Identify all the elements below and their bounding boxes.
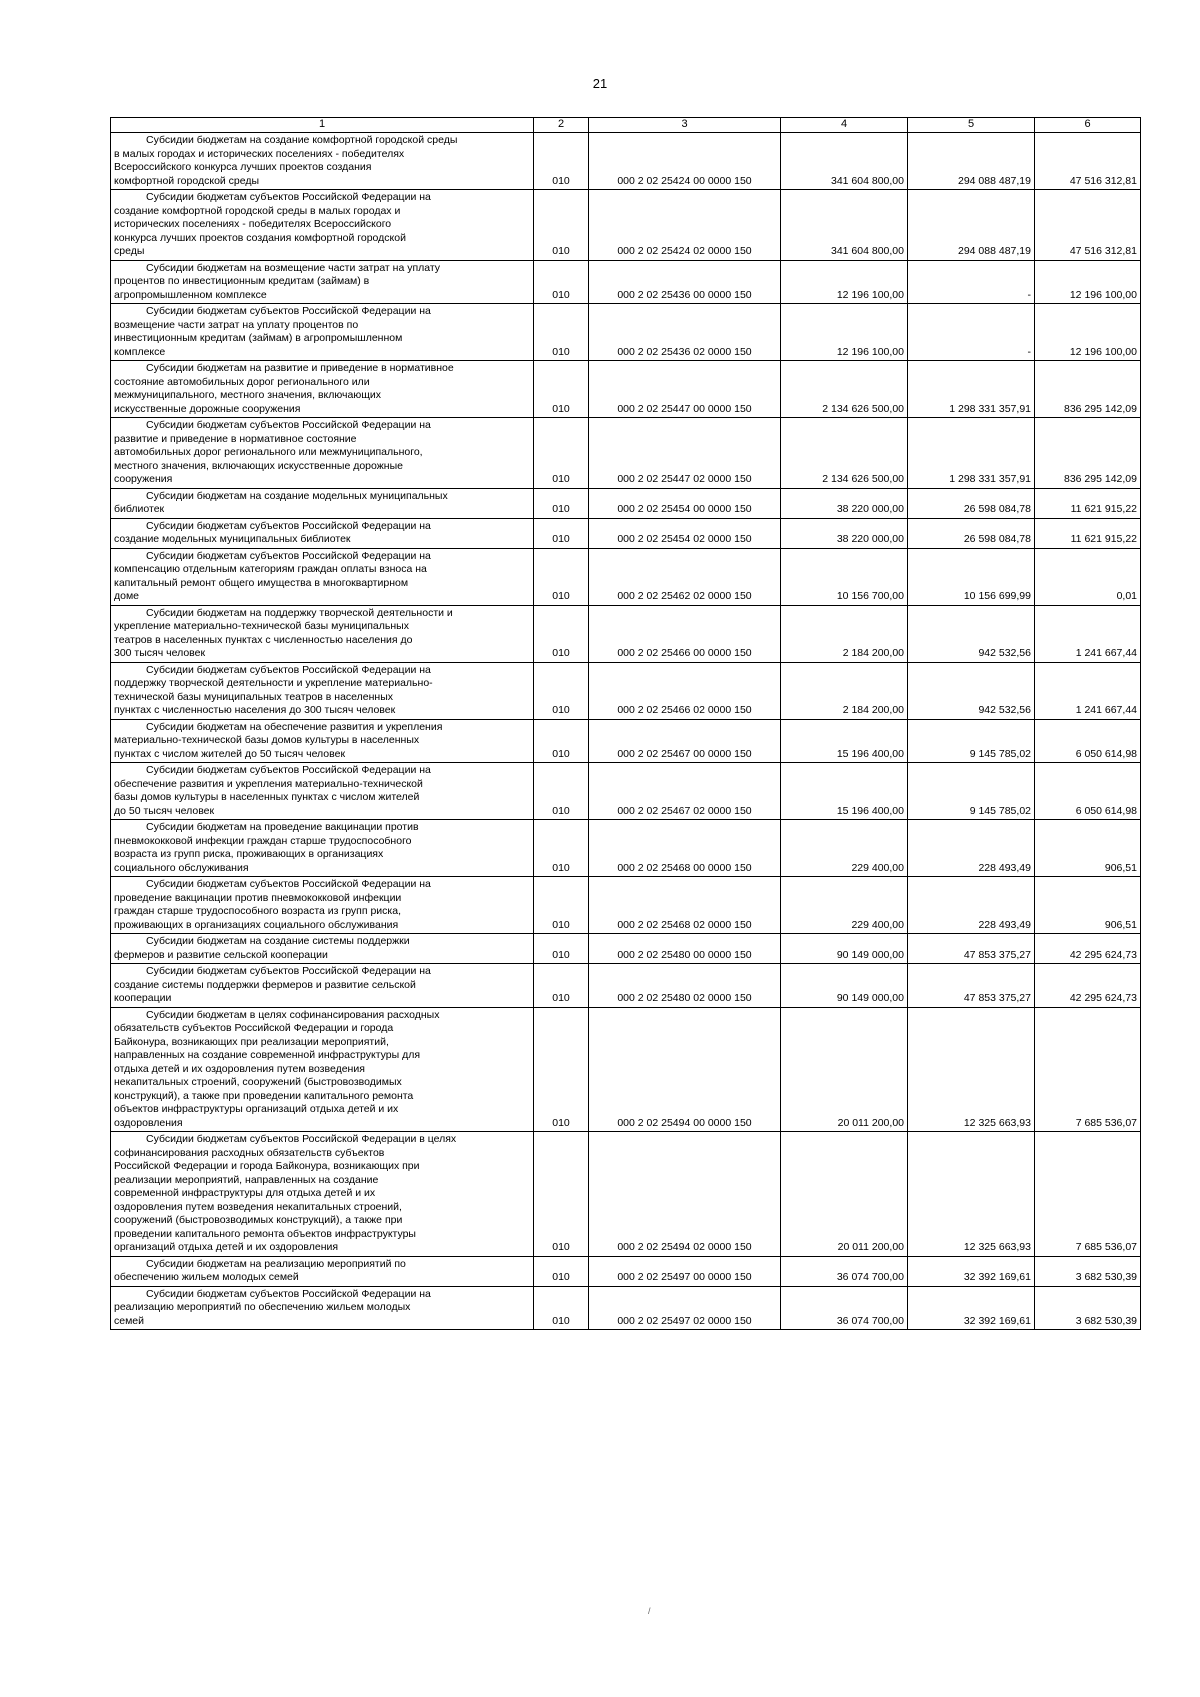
table-row [111, 820, 1141, 877]
admin-code-cell: 010 [534, 877, 589, 934]
row-name-line: кооперации [114, 992, 172, 1004]
row-name-line: Субсидии бюджетам на обеспечение развития и укрепления [146, 720, 443, 733]
table-row [111, 518, 1141, 548]
budget-code-cell: 000 2 02 25467 02 0000 150 [589, 763, 781, 820]
row-name-cell [111, 133, 534, 190]
admin-code-cell: 010 [534, 190, 589, 261]
table-row [111, 934, 1141, 964]
row-name-line: реализацию мероприятий по обеспечению жильем молодых [114, 1301, 411, 1313]
admin-code-cell: 010 [534, 548, 589, 605]
remaining-amount-cell: 906,51 [1035, 820, 1141, 877]
table-row [111, 605, 1141, 662]
table-row [111, 418, 1141, 489]
planned-amount-cell: 38 220 000,00 [781, 518, 908, 548]
row-name-line: библиотек [114, 503, 165, 515]
row-name-line: среды [114, 245, 145, 257]
row-name-line: Субсидии бюджетам на создание комфортной городской среды [146, 134, 458, 146]
remaining-amount-cell: 7 685 536,07 [1035, 1132, 1141, 1257]
row-name-line: обязательств субъектов Российской Федерации и города [114, 1022, 394, 1034]
planned-amount-cell: 341 604 800,00 [781, 190, 908, 261]
planned-amount-cell: 10 156 700,00 [781, 548, 908, 605]
column-header: 4 [781, 118, 908, 133]
admin-code-cell: 010 [534, 418, 589, 489]
executed-amount-cell: 1 298 331 357,91 [908, 361, 1035, 418]
column-header: 5 [908, 118, 1035, 133]
remaining-amount-cell: 1 241 667,44 [1035, 662, 1141, 719]
admin-code-cell: 010 [534, 1007, 589, 1132]
row-name-line: комфортной городской среды [114, 174, 260, 187]
column-header: 6 [1035, 118, 1141, 133]
row-name-cell [111, 361, 534, 418]
table-row [111, 1007, 1141, 1132]
remaining-amount-cell: 12 196 100,00 [1035, 260, 1141, 304]
row-name-line: доме [114, 590, 140, 602]
executed-amount-cell: - [908, 304, 1035, 361]
executed-amount-cell: 47 853 375,27 [908, 964, 1035, 1008]
admin-code-cell: 010 [534, 719, 589, 763]
row-name-line: Субсидии бюджетам субъектов Российской Федерации на [146, 519, 431, 532]
table-row [111, 304, 1141, 361]
row-name-line: Субсидии бюджетам субъектов Российской Федерации в целях [146, 1133, 457, 1145]
row-name-cell [111, 488, 534, 518]
row-name-line: укрепление материально-технической базы муниципальных [114, 620, 409, 632]
row-name-line: Субсидии бюджетам на поддержку творческой деятельности и [146, 606, 453, 619]
admin-code-cell: 010 [534, 518, 589, 548]
executed-amount-cell: 10 156 699,99 [908, 548, 1035, 605]
executed-amount-cell: - [908, 260, 1035, 304]
table-row [111, 1256, 1141, 1286]
budget-code-cell: 000 2 02 25468 00 0000 150 [589, 820, 781, 877]
budget-code-cell: 000 2 02 25466 00 0000 150 [589, 605, 781, 662]
planned-amount-cell: 12 196 100,00 [781, 304, 908, 361]
budget-code-cell: 000 2 02 25467 00 0000 150 [589, 719, 781, 763]
planned-amount-cell: 229 400,00 [781, 877, 908, 934]
row-name-line: Субсидии бюджетам субъектов Российской Федерации на [146, 191, 431, 203]
row-name-line: Субсидии бюджетам на реализацию мероприятий по [146, 1257, 406, 1270]
row-name-line: создание модельных муниципальных библиотек [114, 533, 351, 545]
planned-amount-cell: 36 074 700,00 [781, 1256, 908, 1286]
remaining-amount-cell: 6 050 614,98 [1035, 763, 1141, 820]
row-name-cell [111, 934, 534, 964]
row-name-line: Всероссийского конкурса лучших проектов создания [114, 161, 372, 173]
admin-code-cell: 010 [534, 934, 589, 964]
row-name-cell [111, 605, 534, 662]
remaining-amount-cell: 11 621 915,22 [1035, 518, 1141, 548]
table-row [111, 877, 1141, 934]
row-name-line: технической базы муниципальных театров в населенных [114, 690, 394, 703]
row-name-line: Байконура, возникающих при реализации мероприятий, [114, 1035, 389, 1048]
table-row [111, 1132, 1141, 1257]
remaining-amount-cell: 6 050 614,98 [1035, 719, 1141, 763]
admin-code-cell: 010 [534, 605, 589, 662]
admin-code-cell: 010 [534, 133, 589, 190]
executed-amount-cell: 47 853 375,27 [908, 934, 1035, 964]
row-name-line: оздоровления [114, 1116, 183, 1129]
budget-code-cell: 000 2 02 25436 00 0000 150 [589, 260, 781, 304]
row-name-line: граждан старше трудоспособного возраста из групп риска, [114, 905, 402, 917]
table-row [111, 1286, 1141, 1330]
row-name-cell [111, 662, 534, 719]
row-name-line: развитие и приведение в нормативное состояние [114, 432, 357, 445]
executed-amount-cell: 32 392 169,61 [908, 1286, 1035, 1330]
remaining-amount-cell: 836 295 142,09 [1035, 361, 1141, 418]
budget-code-cell: 000 2 02 25447 02 0000 150 [589, 418, 781, 489]
row-name-line: инвестиционным кредитам (займам) в агропромышленном [114, 332, 403, 344]
table-row [111, 964, 1141, 1008]
remaining-amount-cell: 1 241 667,44 [1035, 605, 1141, 662]
planned-amount-cell: 36 074 700,00 [781, 1286, 908, 1330]
row-name-cell [111, 1256, 534, 1286]
row-name-line: искусственные дорожные сооружения [114, 402, 301, 415]
executed-amount-cell: 294 088 487,19 [908, 133, 1035, 190]
planned-amount-cell: 341 604 800,00 [781, 133, 908, 190]
executed-amount-cell: 9 145 785,02 [908, 719, 1035, 763]
row-name-cell [111, 719, 534, 763]
row-name-cell [111, 820, 534, 877]
row-name-line: местного значения, включающих искусственные дорожные [114, 459, 403, 472]
planned-amount-cell: 2 184 200,00 [781, 605, 908, 662]
row-name-line: направленных на создание современной инфраструктуры для [114, 1049, 421, 1061]
planned-amount-cell: 229 400,00 [781, 820, 908, 877]
row-name-cell [111, 548, 534, 605]
planned-amount-cell: 2 134 626 500,00 [781, 418, 908, 489]
admin-code-cell: 010 [534, 1256, 589, 1286]
row-name-line: создание комфортной городской среды в малых городах и [114, 204, 401, 217]
budget-code-cell: 000 2 02 25494 00 0000 150 [589, 1007, 781, 1132]
remaining-amount-cell: 836 295 142,09 [1035, 418, 1141, 489]
admin-code-cell: 010 [534, 820, 589, 877]
header-row [111, 118, 1141, 133]
planned-amount-cell: 38 220 000,00 [781, 488, 908, 518]
remaining-amount-cell: 12 196 100,00 [1035, 304, 1141, 361]
remaining-amount-cell: 42 295 624,73 [1035, 934, 1141, 964]
executed-amount-cell: 942 532,56 [908, 605, 1035, 662]
row-name-line: Субсидии бюджетам на создание модельных муниципальных [146, 489, 448, 502]
scan-mark: / [648, 1606, 651, 1616]
row-name-line: софинансирования расходных обязательств субъектов [114, 1146, 385, 1159]
column-header: 1 [111, 118, 534, 133]
row-name-line: Субсидии бюджетам на проведение вакцинации против [146, 821, 419, 833]
row-name-line: конструкций), а также при проведении капитального ремонта [114, 1089, 414, 1102]
budget-code-cell: 000 2 02 25424 02 0000 150 [589, 190, 781, 261]
row-name-line: Российской Федерации и города Байконура, возникающих при [114, 1160, 420, 1172]
planned-amount-cell: 90 149 000,00 [781, 934, 908, 964]
admin-code-cell: 010 [534, 488, 589, 518]
row-name-line: отдыха детей и их оздоровления путем возведения [114, 1062, 365, 1075]
remaining-amount-cell: 47 516 312,81 [1035, 190, 1141, 261]
remaining-amount-cell: 42 295 624,73 [1035, 964, 1141, 1008]
row-name-line: оздоровления путем возведения некапитальных строений, [114, 1200, 402, 1213]
budget-code-cell: 000 2 02 25497 02 0000 150 [589, 1286, 781, 1330]
row-name-cell [111, 190, 534, 261]
budget-code-cell: 000 2 02 25424 00 0000 150 [589, 133, 781, 190]
executed-amount-cell: 942 532,56 [908, 662, 1035, 719]
row-name-line: Субсидии бюджетам субъектов Российской Федерации на [146, 419, 431, 431]
row-name-line: процентов по инвестиционным кредитам (займам) в [114, 275, 370, 287]
budget-code-cell: 000 2 02 25494 02 0000 150 [589, 1132, 781, 1257]
admin-code-cell: 010 [534, 763, 589, 820]
row-name-line: базы домов культуры в населенных пунктах с числом жителей [114, 791, 420, 803]
budget-table [110, 117, 1141, 1330]
budget-code-cell: 000 2 02 25436 02 0000 150 [589, 304, 781, 361]
row-name-cell [111, 763, 534, 820]
table-row [111, 190, 1141, 261]
planned-amount-cell: 2 134 626 500,00 [781, 361, 908, 418]
table-row [111, 260, 1141, 304]
row-name-line: Субсидии бюджетам в целях софинансирования расходных [146, 1008, 440, 1021]
admin-code-cell: 010 [534, 361, 589, 418]
remaining-amount-cell: 7 685 536,07 [1035, 1007, 1141, 1132]
budget-code-cell: 000 2 02 25468 02 0000 150 [589, 877, 781, 934]
row-name-line: автомобильных дорог регионального или межмуниципального, [114, 446, 423, 458]
row-name-line: Субсидии бюджетам субъектов Российской Федерации на [146, 878, 431, 890]
row-name-line: конкурса лучших проектов создания комфортной городской [114, 231, 406, 244]
budget-code-cell: 000 2 02 25466 02 0000 150 [589, 662, 781, 719]
row-name-line: реализации мероприятий, направленных на создание [114, 1173, 379, 1186]
table-row [111, 719, 1141, 763]
table-row [111, 361, 1141, 418]
row-name-line: до 50 тысяч человек [114, 804, 215, 817]
planned-amount-cell: 20 011 200,00 [781, 1132, 908, 1257]
admin-code-cell: 010 [534, 964, 589, 1008]
row-name-cell [111, 877, 534, 934]
row-name-line: Субсидии бюджетам субъектов Российской Федерации на [146, 549, 431, 562]
remaining-amount-cell: 11 621 915,22 [1035, 488, 1141, 518]
executed-amount-cell: 228 493,49 [908, 877, 1035, 934]
row-name-cell [111, 260, 534, 304]
executed-amount-cell: 32 392 169,61 [908, 1256, 1035, 1286]
executed-amount-cell: 26 598 084,78 [908, 488, 1035, 518]
admin-code-cell: 010 [534, 1132, 589, 1257]
row-name-cell [111, 1286, 534, 1330]
row-name-line: Субсидии бюджетам субъектов Российской Федерации на [146, 305, 431, 317]
row-name-line: исторических поселениях - победителях Всероссийского [114, 218, 392, 230]
row-name-line: 300 тысяч человек [114, 647, 206, 659]
remaining-amount-cell: 47 516 312,81 [1035, 133, 1141, 190]
row-name-cell [111, 418, 534, 489]
row-name-line: создание системы поддержки фермеров и развитие сельской [114, 978, 416, 991]
page-number: 21 [592, 76, 608, 91]
table-row [111, 133, 1141, 190]
row-name-line: агропромышленном комплексе [114, 288, 267, 301]
column-header: 3 [589, 118, 781, 133]
row-name-cell [111, 518, 534, 548]
budget-code-cell: 000 2 02 25447 00 0000 150 [589, 361, 781, 418]
row-name-line: обеспечению жильем молодых семей [114, 1271, 299, 1283]
row-name-line: Субсидии бюджетам на развитие и приведение в нормативное [146, 362, 454, 374]
row-name-line: семей [114, 1314, 145, 1327]
row-name-line: некапитальных строений, сооружений (быстровозводимых [114, 1076, 402, 1088]
row-name-cell [111, 1007, 534, 1132]
row-name-line: проживающих в организациях социального обслуживания [114, 918, 399, 931]
executed-amount-cell: 26 598 084,78 [908, 518, 1035, 548]
row-name-line: обеспечение развития и укрепления материально-технической [114, 777, 423, 790]
executed-amount-cell: 294 088 487,19 [908, 190, 1035, 261]
column-header: 2 [534, 118, 589, 133]
table-row [111, 548, 1141, 605]
row-name-line: возмещение части затрат на уплату процентов по [114, 318, 359, 331]
row-name-line: объектов инфраструктуры организаций отдыха детей и их [114, 1103, 399, 1115]
budget-code-cell: 000 2 02 25480 02 0000 150 [589, 964, 781, 1008]
planned-amount-cell: 15 196 400,00 [781, 763, 908, 820]
row-name-line: современной инфраструктуры для отдыха детей и их [114, 1187, 376, 1199]
row-name-line: фермеров и развитие сельской кооперации [114, 948, 328, 961]
table-row [111, 488, 1141, 518]
row-name-line: материально-технической базы домов культуры в населенных [114, 734, 420, 746]
remaining-amount-cell: 3 682 530,39 [1035, 1256, 1141, 1286]
planned-amount-cell: 15 196 400,00 [781, 719, 908, 763]
row-name-line: пневмококковой инфекции граждан старше трудоспособного [114, 834, 412, 847]
row-name-line: Субсидии бюджетам субъектов Российской Федерации на [146, 764, 431, 776]
admin-code-cell: 010 [534, 304, 589, 361]
budget-code-cell: 000 2 02 25454 02 0000 150 [589, 518, 781, 548]
row-name-line: в малых городах и исторических поселениях - победителях [114, 147, 405, 160]
row-name-line: социального обслуживания [114, 861, 249, 874]
remaining-amount-cell: 906,51 [1035, 877, 1141, 934]
admin-code-cell: 010 [534, 1286, 589, 1330]
table-row [111, 662, 1141, 719]
executed-amount-cell: 9 145 785,02 [908, 763, 1035, 820]
row-name-line: пунктах с численностью населения до 300 тысяч человек [114, 704, 396, 716]
executed-amount-cell: 12 325 663,93 [908, 1007, 1035, 1132]
remaining-amount-cell: 3 682 530,39 [1035, 1286, 1141, 1330]
row-name-cell [111, 964, 534, 1008]
planned-amount-cell: 90 149 000,00 [781, 964, 908, 1008]
table-body [111, 133, 1141, 1330]
row-name-line: состояние автомобильных дорог регионального или [114, 375, 370, 388]
row-name-line: пунктах с числом жителей до 50 тысяч человек [114, 747, 346, 760]
row-name-line: межмуниципального, местного значения, включающих [114, 389, 381, 401]
planned-amount-cell: 20 011 200,00 [781, 1007, 908, 1132]
row-name-line: сооружения [114, 473, 173, 485]
row-name-line: проведении капитального ремонта объектов инфраструктуры [114, 1227, 416, 1240]
row-name-line: сооружений (быстровозводимых конструкций), а также при [114, 1214, 403, 1226]
row-name-line: поддержку творческой деятельности и укрепление материально- [114, 677, 433, 689]
executed-amount-cell: 12 325 663,93 [908, 1132, 1035, 1257]
admin-code-cell: 010 [534, 260, 589, 304]
row-name-line: проведение вакцинации против пневмококковой инфекции [114, 891, 402, 904]
executed-amount-cell: 228 493,49 [908, 820, 1035, 877]
budget-code-cell: 000 2 02 25480 00 0000 150 [589, 934, 781, 964]
row-name-line: возраста из групп риска, проживающих в организациях [114, 848, 384, 860]
row-name-cell [111, 1132, 534, 1257]
row-name-line: капитальный ремонт общего имущества в многоквартирном [114, 576, 409, 589]
table-row [111, 763, 1141, 820]
budget-code-cell: 000 2 02 25454 00 0000 150 [589, 488, 781, 518]
row-name-line: Субсидии бюджетам на создание системы поддержки [146, 935, 410, 947]
budget-code-cell: 000 2 02 25462 02 0000 150 [589, 548, 781, 605]
row-name-line: Субсидии бюджетам на возмещение части затрат на уплату [146, 261, 441, 274]
row-name-line: Субсидии бюджетам субъектов Российской Федерации на [146, 1287, 431, 1300]
row-name-line: комплексе [114, 345, 166, 358]
row-name-line: компенсацию отдельным категориям граждан оплаты взноса на [114, 563, 427, 575]
planned-amount-cell: 2 184 200,00 [781, 662, 908, 719]
executed-amount-cell: 1 298 331 357,91 [908, 418, 1035, 489]
row-name-line: организаций отдыха детей и их оздоровления [114, 1241, 339, 1253]
remaining-amount-cell: 0,01 [1035, 548, 1141, 605]
row-name-line: Субсидии бюджетам субъектов Российской Федерации на [146, 663, 431, 676]
row-name-cell [111, 304, 534, 361]
budget-code-cell: 000 2 02 25497 00 0000 150 [589, 1256, 781, 1286]
planned-amount-cell: 12 196 100,00 [781, 260, 908, 304]
row-name-line: театров в населенных пунктах с численностью населения до [114, 633, 413, 646]
row-name-line: Субсидии бюджетам субъектов Российской Федерации на [146, 965, 431, 977]
admin-code-cell: 010 [534, 662, 589, 719]
